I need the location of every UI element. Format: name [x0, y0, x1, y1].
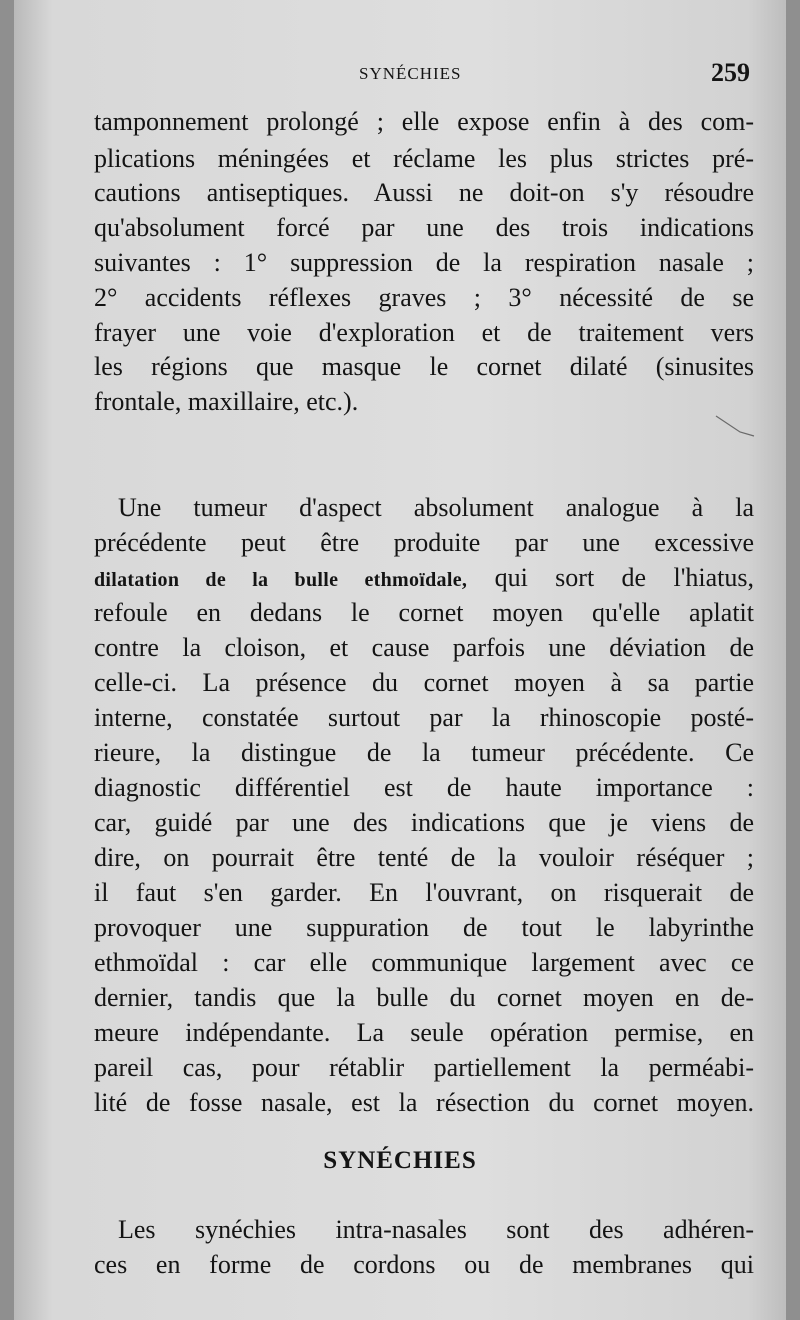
text-line: meure indépendante. La seule opération permise, en [94, 1018, 754, 1047]
section-heading: SYNÉCHIES [323, 1147, 477, 1174]
text-line: diagnostic différentiel est de haute importance : [94, 773, 754, 802]
text-line: lité de fosse nasale, est la résection du cornet moyen. [94, 1088, 754, 1117]
text-line [94, 560, 754, 596]
running-header [14, 58, 786, 88]
text-line: suivantes : 1° suppression de la respiration nasale ; [94, 248, 754, 277]
text-line: il faut s'en garder. En l'ouvrant, on risquerait de [94, 878, 754, 907]
text-line: dernier, tandis que la bulle du cornet moyen en de- [94, 983, 754, 1012]
text-line: 2° accidents réflexes graves ; 3° nécessité de se [94, 283, 754, 312]
text-line: cautions antiseptiques. Aussi ne doit-on s'y résoudre [94, 178, 754, 207]
text-line: qu'absolument forcé par une des trois indications [94, 213, 754, 242]
text-line: tamponnement prolongé ; elle expose enfin à des com- [94, 107, 754, 136]
text-line: ethmoïdal : car elle communique largement avec ce [94, 948, 754, 977]
text-line: précédente peut être produite par une excessive [94, 528, 754, 557]
printer-mark-icon [714, 412, 756, 438]
text-line: car, guidé par une des indications que je viens de [94, 808, 754, 837]
running-title: SYNÉCHIES [359, 64, 462, 83]
page-number: 259 [711, 58, 750, 87]
text-line: dire, on pourrait être tenté de la vouloir réséquer ; [94, 843, 754, 872]
text-line: Une tumeur d'aspect absolument analogue à la [118, 493, 754, 522]
bold-term: dilatation de la bulle ethmoïdale, [94, 569, 468, 591]
text-line: plications méningées et réclame les plus strictes pré- [94, 144, 754, 173]
text-line: frayer une voie d'exploration et de traitement vers [94, 318, 754, 347]
text-line: frontale, maxillaire, etc.). [94, 387, 359, 416]
text-line: les régions que masque le cornet dilaté (sinusites [94, 352, 754, 381]
text-line: Les synéchies intra-nasales sont des adhéren- [118, 1215, 754, 1244]
text-line: interne, constatée surtout par la rhinoscopie posté- [94, 703, 754, 732]
text-line: provoquer une suppuration de tout le labyrinthe [94, 913, 754, 942]
text-line: celle-ci. La présence du cornet moyen à sa partie [94, 668, 754, 697]
text-run: qui sort de l'hiatus, [467, 563, 754, 592]
text-line: contre la cloison, et cause parfois une déviation de [94, 633, 754, 662]
text-line: rieure, la distingue de la tumeur précédente. Ce [94, 738, 754, 767]
text-line: ces en forme de cordons ou de membranes qui [94, 1250, 754, 1279]
text-line: refoule en dedans le cornet moyen qu'elle aplatit [94, 598, 754, 627]
book-page [14, 0, 786, 1320]
text-line: pareil cas, pour rétablir partiellement la perméabi- [94, 1053, 754, 1082]
